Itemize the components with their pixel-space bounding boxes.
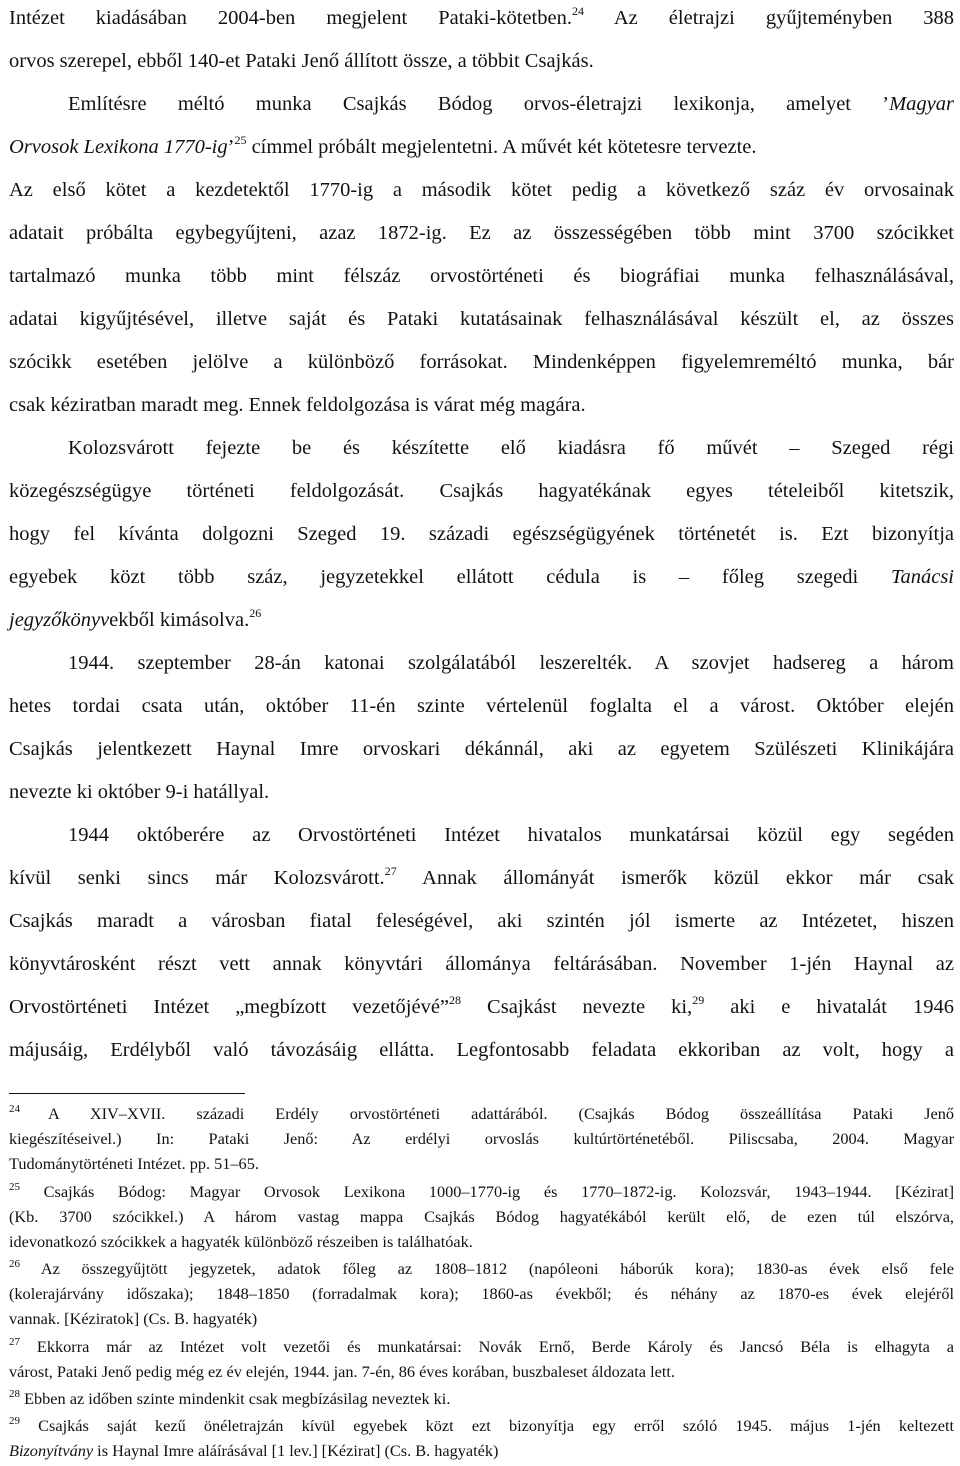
book-title: Magyar <box>889 93 954 115</box>
footnote-number-27: 27 <box>9 1336 20 1348</box>
footnote-number-28: 28 <box>9 1388 20 1400</box>
body-line-20: 1944 októberére az Orvostörténeti Intézet hivatalos munkatársai közül egy segéden <box>68 824 954 846</box>
footnote-ref-25[interactable]: 25 <box>234 133 247 147</box>
footnote-24-line-1: $^{24}$ A XIV–XVII. századi Erdély orvostörténeti adattárából. (Csajkás Bódog összeállítása Pataki Jenő <box>9 1103 954 1123</box>
footnote-25-line-1: $^{25}$ Csajkás Bódog: Magyar Orvosok Lexikona 1000–1770-ig és 1770–1872-ig. Kolozsvár, 1943–1944. [Kézirat] <box>9 1181 954 1201</box>
footnote-29-line-1: $^{29}$ Csajkás saját kezű önéletrajzán kívül egyebek közt ezt bizonyítja egy erről szóló 1945. május 1-jén keltezett <box>9 1415 954 1435</box>
body-line-7: tartalmazó munka több mint félszáz orvostörténeti és biográfiai munka felhasználásával, <box>9 265 954 287</box>
body-line-1: Intézet kiadásában 2004-ben megjelent Pataki-kötetben.$^{24}$ Az életrajzi gyűjteményben 388 <box>9 4 954 29</box>
footnote-ref-26[interactable]: 26 <box>249 606 262 620</box>
footnote-number-29: 29 <box>9 1415 20 1427</box>
footnote-28-line-1: $^{28}$ Ebben az időben szinte mindenkit csak megbízásilag neveztek ki. <box>9 1388 451 1408</box>
body-line-22: Csajkás maradt a városban fiatal feleségével, aki szintén jól ismerte az Intézetet, hiszen <box>9 910 954 932</box>
record-title: Tanácsi <box>890 566 954 588</box>
body-line-13: hogy fel kívánta dolgozni Szeged 19. századi egészségügyének történetét is. Ezt bizonyítja <box>9 523 954 545</box>
footnote-24-line-2: kiegészítéseivel.) In: Pataki Jenő: Az erdélyi orvoslás kultúrtörténetéből. Piliscsaba, 2004. Magyar <box>9 1129 954 1148</box>
footnote-ref-29[interactable]: 29 <box>692 993 705 1007</box>
certificate-title: Bizonyítvány <box>9 1441 94 1460</box>
footnote-separator <box>9 1093 245 1094</box>
body-line-6: adatait próbálta egybegyűjteni, azaz 1872-ig. Ez az összességében több mint 3700 szócikket <box>9 222 954 244</box>
footnote-29-line-2: Bizonyítvány is Haynal Imre aláírásával [1 lev.] [Kézirat] (Cs. B. hagyaték) <box>9 1441 499 1460</box>
footnote-27-line-1: $^{27}$ Ekkorra már az Intézet volt vezetői és munkatársai: Novák Ernő, Berde Károly és Jancsó Béla is elhagyta a <box>9 1336 954 1356</box>
body-line-9: szócikk esetében jelölve a különböző forrásokat. Mindenképpen figyelemreméltó munka, bár <box>9 351 954 373</box>
body-line-10: csak kéziratban maradt meg. Ennek feldolgozása is várat még magára. <box>9 394 586 416</box>
body-line-2: orvos szerepel, ebből 140-et Pataki Jenő állított össze, a többit Csajkás. <box>9 50 594 72</box>
book-title-continued: Orvosok Lexikona 1770-ig <box>9 136 228 158</box>
body-line-3: Említésre méltó munka Csajkás Bódog orvos-életrajzi lexikonja, amelyet ’Magyar <box>68 93 954 115</box>
footnote-ref-27[interactable]: 27 <box>384 864 397 878</box>
body-line-15: jegyzőkönyvekből kimásolva.$^{26}$ <box>9 606 262 631</box>
footnote-26-line-3: vannak. [Kéziratok] (Cs. B. hagyaték) <box>9 1309 258 1328</box>
body-line-4: Orvosok Lexikona 1770-ig’$^{25}$ címmel próbált megjelentetni. A művét két kötetesre tervezte. <box>9 133 757 158</box>
body-line-11: Kolozsvárott fejezte be és készítette elő kiadásra fő művét – Szeged régi <box>68 437 954 459</box>
footnote-number-26: 26 <box>9 1258 20 1270</box>
footnote-number-24: 24 <box>9 1103 20 1115</box>
body-line-16: 1944. szeptember 28-án katonai szolgálatából leszerelték. A szovjet hadsereg a három <box>68 652 954 674</box>
body-line-23: könyvtárosként részt vett annak könyvtári állománya feltárásában. November 1-jén Haynal az <box>9 953 954 975</box>
footnote-26-line-2: (kolerajárvány időszaka); 1848–1850 (forradalmak kora); 1860-as évekből; és néhány az 1870-es évek elejéről <box>9 1284 954 1303</box>
footnote-25-line-2: (Kb. 3700 szócikkel.) A három vastag mappa Csajkás Bódog hagyatékából került elő, de ezen túl elszórva, <box>9 1207 954 1226</box>
record-title-continued: jegyzőkönyv <box>9 609 110 631</box>
body-line-8: adatai kigyűjtésével, illetve saját és Pataki kutatásainak felhasználásával készült el, az összes <box>9 308 954 330</box>
footnote-24-line-3: Tudománytörténeti Intézet. pp. 51–65. <box>9 1154 259 1173</box>
body-line-19: nevezte ki október 9-i hatállyal. <box>9 781 270 803</box>
body-line-18: Csajkás jelentkezett Haynal Imre orvoskari dékánnál, aki az egyetem Szülészeti Klinikájára <box>9 738 954 760</box>
footnote-26-line-1: $^{26}$ Az összegyűjtött jegyzetek, adatok főleg az 1808–1812 (napóleoni háborúk kora); 1830-as évek első fele <box>9 1258 954 1278</box>
footnote-ref-24[interactable]: 24 <box>571 4 584 18</box>
body-line-17: hetes tordai csata után, október 11-én szinte vértelenül foglalta el a várost. Október elején <box>9 695 954 717</box>
body-line-21: kívül senki sincs már Kolozsvárott.$^{27}$ Annak állományát ismerők közül ekkor már csak <box>9 864 954 889</box>
body-line-14: egyebek közt több száz, jegyzetekkel ellátott cédula is – főleg szegedi Tanácsi <box>9 566 954 588</box>
body-line-25: májusáig, Erdélyből való távozásáig ellátta. Legfontosabb feladata ekkoriban az volt, hogy a <box>9 1039 954 1061</box>
body-line-5: Az első kötet a kezdetektől 1770-ig a második kötet pedig a következő száz év orvosainak <box>9 179 954 201</box>
footnote-25-line-3: idevonatkozó szócikkek a hagyaték különböző részeiben is találhatóak. <box>9 1232 473 1251</box>
body-line-12: közegészségügye történeti feldolgozását. Csajkás hagyatékának egyes tételeiből kitetszik, <box>9 480 954 502</box>
footnote-number-25: 25 <box>9 1181 20 1193</box>
body-line-24: Orvostörténeti Intézet „megbízott vezetőjévé”$^{28}$ Csajkást nevezte ki,$^{29}$ aki e hivatalát 1946 <box>9 993 954 1018</box>
footnote-27-line-2: várost, Pataki Jenő pedig még ez év elején, 1944. jan. 7-én, 86 éves korában, buszbaleset áldozata lett. <box>9 1362 675 1381</box>
footnote-ref-28[interactable]: 28 <box>449 993 462 1007</box>
